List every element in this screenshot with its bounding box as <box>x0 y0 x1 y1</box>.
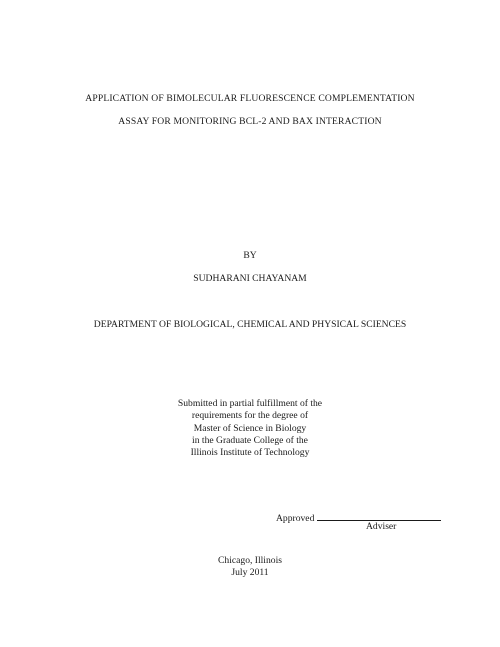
submission-statement <box>0 398 500 459</box>
thesis-title-line-2: ASSAY FOR MONITORING BCL-2 AND BAX INTERACTION <box>118 116 382 127</box>
submission-line: in the Graduate College of the <box>192 434 308 446</box>
approval-row <box>276 511 441 524</box>
by-label: BY <box>243 250 257 261</box>
thesis-title-line-1: APPLICATION OF BIMOLECULAR FLUORESCENCE COMPLEMENTATION <box>85 93 415 104</box>
submission-line: Submitted in partial fulfillment of the <box>177 398 323 409</box>
author-name: SUDHARANI CHAYANAM <box>193 273 307 284</box>
submission-line: Illinois Institute of Technology <box>190 447 310 459</box>
approved-label: Approved <box>276 513 315 524</box>
adviser-label: Adviser <box>366 521 397 532</box>
signature-line <box>317 511 441 521</box>
date: July 2011 <box>231 567 269 578</box>
submission-line: Master of Science in Biology <box>193 422 307 434</box>
department-name: DEPARTMENT OF BIOLOGICAL, CHEMICAL AND PHYSICAL SCIENCES <box>93 319 407 330</box>
location: Chicago, Illinois <box>218 555 282 566</box>
submission-line: requirements for the degree of <box>191 410 309 422</box>
